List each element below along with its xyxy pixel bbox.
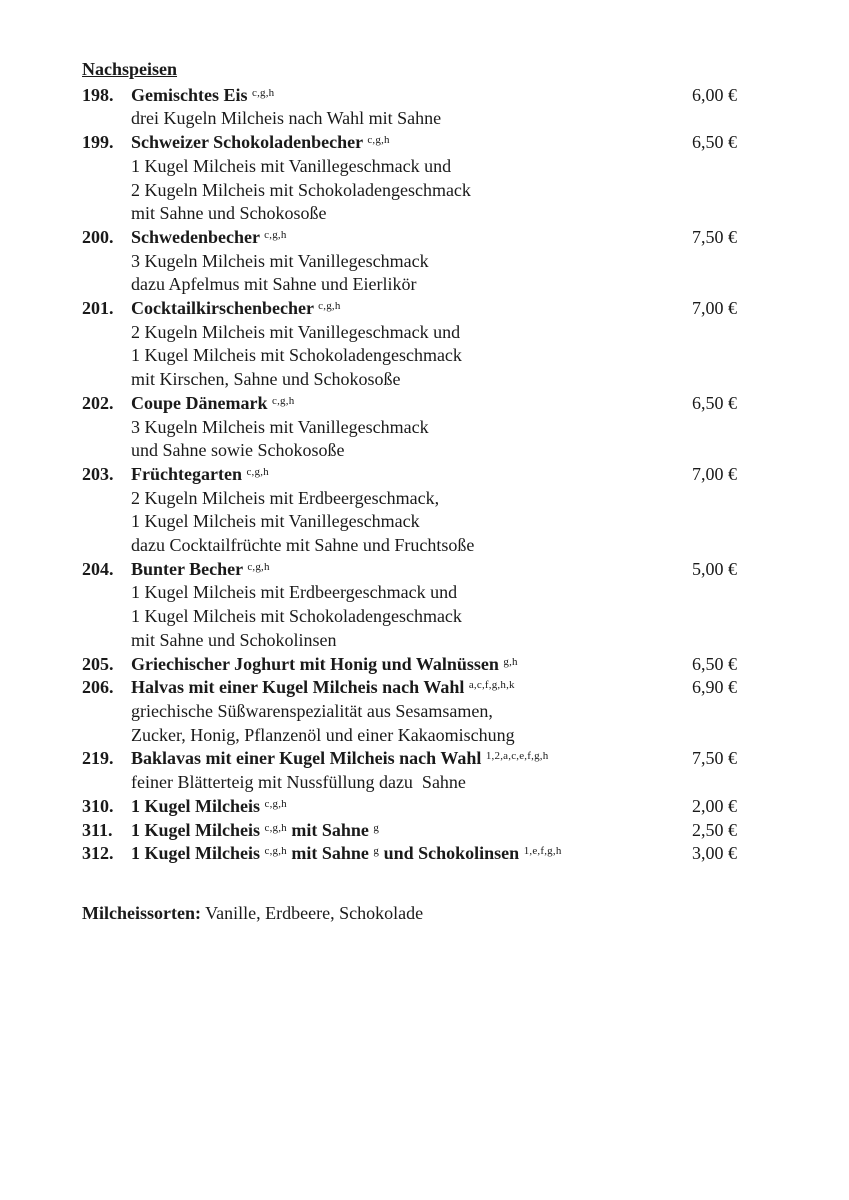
item-number: 199.	[82, 132, 114, 153]
item-price: 2,00 €	[692, 795, 737, 816]
allergen-codes: c,g,h	[247, 560, 270, 573]
allergen-codes: g,h	[503, 655, 518, 668]
item-price: 6,50 €	[692, 392, 737, 413]
item-description-line: 2 Kugeln Milcheis mit Vanillegeschmack und	[131, 321, 461, 342]
footer-note	[82, 902, 737, 926]
item-description	[82, 487, 737, 558]
item-price: 7,00 €	[692, 298, 737, 319]
item-title: Schweizer Schokoladenbecher $^{c,g,h}$	[131, 132, 390, 153]
menu-items	[82, 84, 737, 866]
item-description-line: 1 Kugel Milcheis mit Schokoladengeschmack	[131, 606, 462, 627]
menu-item	[82, 819, 737, 843]
item-description-line: 1 Kugel Milcheis mit Erdbeergeschmack und	[131, 582, 458, 603]
allergen-codes: c,g,h	[264, 821, 287, 834]
allergen-codes: 1,e,f,g,h	[523, 845, 562, 858]
footer-value: Vanille, Erdbeere, Schokolade	[200, 902, 424, 923]
item-price: 6,50 €	[692, 132, 737, 153]
item-title: 1 Kugel Milcheis $^{c,g,h}$ mit Sahne $^g$ und Schokolinsen $^{1,e,f,g,h}$	[131, 843, 562, 864]
menu-item-row	[82, 676, 737, 700]
item-description-line: Zucker, Honig, Pflanzenöl und einer Kakaomischung	[131, 724, 515, 745]
allergen-codes: c,g,h	[367, 134, 390, 147]
allergen-codes: c,g,h	[272, 394, 295, 407]
item-title: Bunter Becher $^{c,g,h}$	[131, 558, 270, 579]
menu-item	[82, 747, 737, 794]
item-description	[82, 155, 737, 226]
item-description	[82, 581, 737, 652]
menu-item-row	[82, 842, 737, 866]
item-number: 204.	[82, 558, 114, 579]
item-description-line: mit Kirschen, Sahne und Schokosoße	[131, 369, 401, 390]
menu-item-row	[82, 392, 737, 416]
allergen-codes: a,c,f,g,h,k	[468, 679, 515, 692]
item-description-line: 1 Kugel Milcheis mit Vanillegeschmack und	[131, 155, 452, 176]
item-description-line: dazu Cocktailfrüchte mit Sahne und Fruchtsoße	[131, 535, 475, 556]
item-number: 200.	[82, 226, 114, 247]
section-title: Nachspeisen	[82, 59, 178, 79]
item-number: 219.	[82, 748, 114, 769]
item-number: 206.	[82, 677, 114, 698]
item-price: 7,50 €	[692, 226, 737, 247]
item-price: 6,90 €	[692, 677, 737, 698]
menu-item-row	[82, 84, 737, 108]
item-title: 1 Kugel Milcheis $^{c,g,h}$	[131, 795, 287, 816]
allergen-codes: c,g,h	[318, 300, 341, 313]
item-description-line: feiner Blätterteig mit Nussfüllung dazu Sahne	[131, 772, 466, 793]
item-title: Griechischer Joghurt mit Honig und Walnüssen $^{g,h}$	[131, 653, 518, 674]
item-description-line: 1 Kugel Milcheis mit Vanillegeschmack	[131, 511, 420, 532]
item-title: Gemischtes Eis $^{c,g,h}$	[131, 84, 275, 105]
item-number: 205.	[82, 653, 114, 674]
allergen-codes: c,g,h	[264, 228, 287, 241]
menu-item	[82, 84, 737, 131]
allergen-codes: c,g,h	[264, 845, 287, 858]
menu-item-row	[82, 558, 737, 582]
item-description-line: griechische Süßwarenspezialität aus Sesamsamen,	[131, 700, 493, 721]
menu-item-row	[82, 795, 737, 819]
menu-item-row	[82, 297, 737, 321]
item-price: 7,00 €	[692, 463, 737, 484]
item-price: 6,00 €	[692, 84, 737, 105]
menu-item-row	[82, 747, 737, 771]
item-price: 5,00 €	[692, 558, 737, 579]
menu-item-row	[82, 819, 737, 843]
allergen-codes: c,g,h	[246, 466, 269, 479]
item-price: 7,50 €	[692, 748, 737, 769]
item-title: 1 Kugel Milcheis $^{c,g,h}$ mit Sahne $^g$	[131, 819, 380, 840]
item-title: Früchtegarten $^{c,g,h}$	[131, 463, 269, 484]
menu-item-row	[82, 653, 737, 677]
allergen-codes: g	[373, 845, 380, 858]
allergen-codes: c,g,h	[264, 797, 287, 810]
item-description-line: 2 Kugeln Milcheis mit Schokoladengeschmack	[131, 179, 471, 200]
item-number: 198.	[82, 84, 114, 105]
item-description	[82, 700, 737, 747]
item-description	[82, 771, 737, 795]
footer-label: Milcheissorten:	[82, 902, 201, 923]
item-price: 3,00 €	[692, 843, 737, 864]
item-title: Halvas mit einer Kugel Milcheis nach Wahl $^{a,c,f,g,h,k}$	[131, 677, 515, 698]
item-number: 202.	[82, 392, 114, 413]
item-description	[82, 107, 737, 131]
item-number: 310.	[82, 795, 114, 816]
menu-item-row	[82, 463, 737, 487]
item-description-line: 3 Kugeln Milcheis mit Vanillegeschmack	[131, 250, 429, 271]
item-description	[82, 321, 737, 392]
item-description-line: mit Sahne und Schokolinsen	[131, 629, 337, 650]
item-description-line: 2 Kugeln Milcheis mit Erdbeergeschmack,	[131, 487, 440, 508]
menu-item-row	[82, 131, 737, 155]
allergen-codes: c,g,h	[252, 86, 275, 99]
item-number: 201.	[82, 298, 114, 319]
allergen-codes: g	[373, 821, 380, 834]
item-number: 203.	[82, 463, 114, 484]
item-description-line: dazu Apfelmus mit Sahne und Eierlikör	[131, 274, 417, 295]
menu-item-row	[82, 226, 737, 250]
menu-item	[82, 842, 737, 866]
item-description	[82, 416, 737, 463]
item-title: Baklavas mit einer Kugel Milcheis nach Wahl $^{1,2,a,c,e,f,g,h}$	[131, 748, 549, 769]
menu-item	[82, 131, 737, 226]
menu-item	[82, 226, 737, 297]
item-description-line: 1 Kugel Milcheis mit Schokoladengeschmack	[131, 345, 462, 366]
menu-item	[82, 676, 737, 747]
item-description-line: drei Kugeln Milcheis nach Wahl mit Sahne	[131, 108, 442, 129]
item-description	[82, 250, 737, 297]
item-description-line: 3 Kugeln Milcheis mit Vanillegeschmack	[131, 416, 429, 437]
item-description-line: mit Sahne und Schokosoße	[131, 203, 327, 224]
item-number: 311.	[82, 819, 113, 840]
item-price: 6,50 €	[692, 653, 737, 674]
item-title: Schwedenbecher $^{c,g,h}$	[131, 226, 287, 247]
menu-item	[82, 558, 737, 653]
menu-item	[82, 463, 737, 558]
item-description-line: und Sahne sowie Schokosoße	[131, 440, 345, 461]
menu-item	[82, 392, 737, 463]
item-number: 312.	[82, 843, 114, 864]
menu-item	[82, 653, 737, 677]
item-title: Coupe Dänemark $^{c,g,h}$	[131, 392, 295, 413]
item-price: 2,50 €	[692, 819, 737, 840]
item-title: Cocktailkirschenbecher $^{c,g,h}$	[131, 298, 341, 319]
allergen-codes: 1,2,a,c,e,f,g,h	[485, 750, 549, 763]
menu-item	[82, 795, 737, 819]
menu-item	[82, 297, 737, 392]
